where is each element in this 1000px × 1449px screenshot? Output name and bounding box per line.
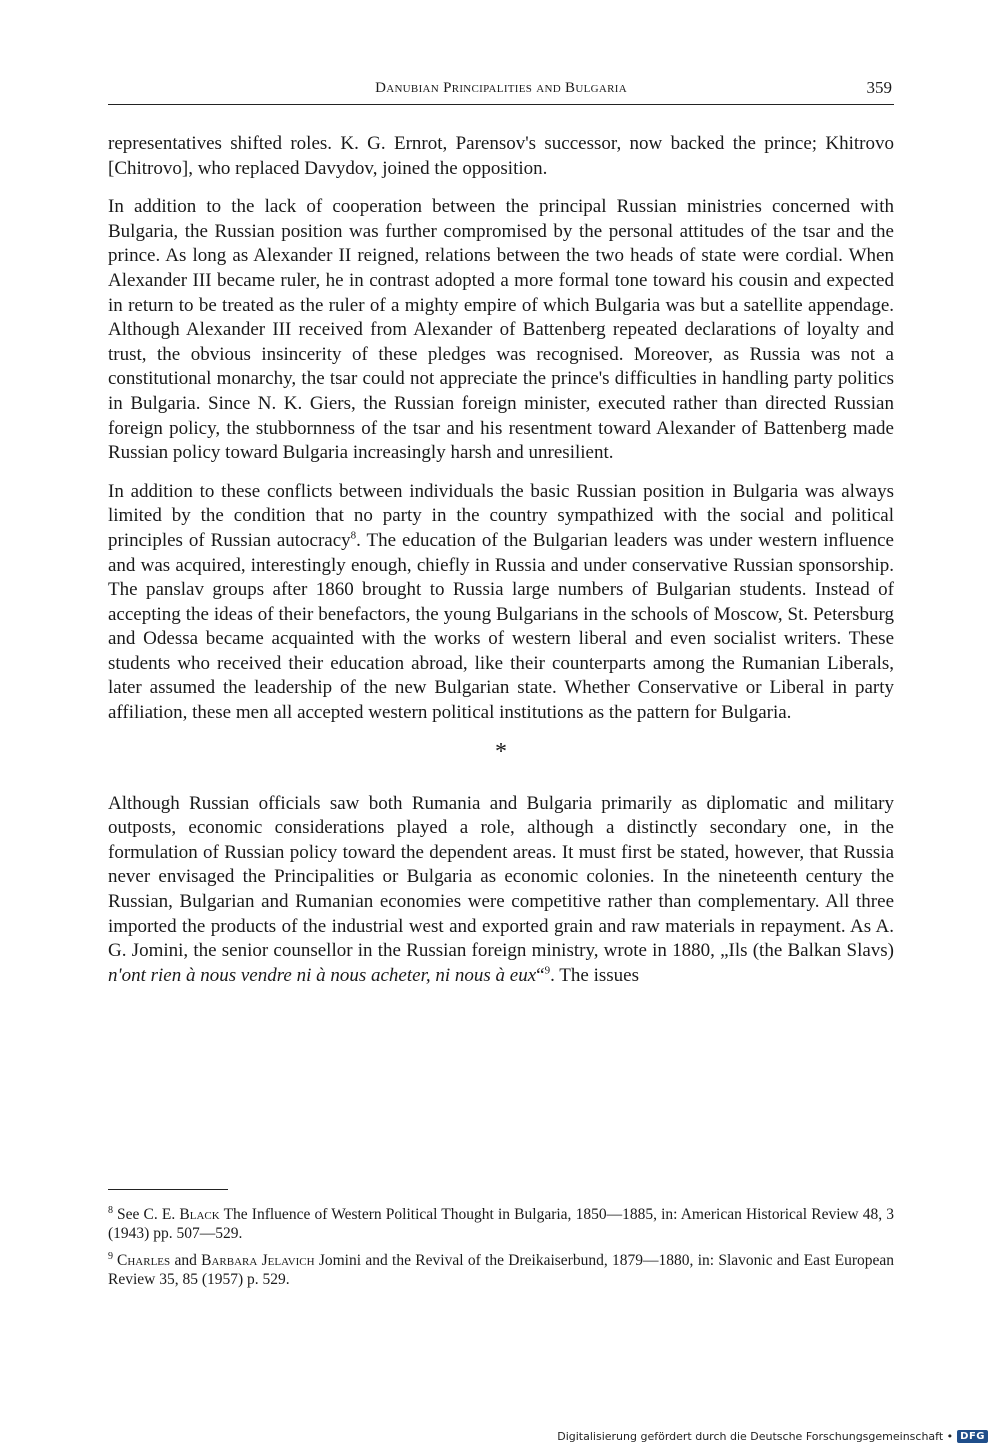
- footnote-conjunction: and: [174, 1252, 197, 1270]
- footnote-prefix: See C. E.: [117, 1206, 176, 1224]
- footnote-author: Charles: [117, 1252, 171, 1270]
- footnote-text: The Influence of Western Political Thought in Bulgaria, 1850—1885, in: American Historical Review 48, 3 (1943) pp. 507—529.: [108, 1206, 895, 1243]
- footnote-text: Jomini and the Revival of the Dreikaiserbund, 1879—1880, in: Slavonic and East European Review 35, 85 (1957) p. 529.: [108, 1252, 895, 1289]
- note-ref-8: 8: [350, 529, 357, 542]
- credit-text: Digitalisierung gefördert durch die Deutsche Forschungsgemeinschaft •: [557, 1430, 954, 1443]
- footnote-author: Black: [179, 1206, 220, 1224]
- paragraph-4-aside: (the Balkan Slavs): [752, 940, 895, 962]
- paragraph-3: In addition to these conflicts between individuals the basic Russian position in Bulgaria was always limited by the condition that no party in the country sympathized with the social and political principles of Russian autocracy$^8$. The education of the Bulgarian leaders was under western influence and was acquired, interestingly enough, chiefly in Russia and under conservative Russian sponsorship. The panslav groups after 1860 brought to Russia large numbers of Bulgarian students. Instead of accepting the ideas of their benefactors, the young Bulgarians in the schools of Moscow, St. Petersburg and Odessa became acquainted with the works of western liberal and even socialist writers. These students who received their education abroad, like their counterparts among the Rumanian Liberals, later assumed the leadership of the new Bulgarian state. Whether Conservative or Liberal in party affiliation, these men all accepted western political institutions as the pattern for Bulgaria.: [108, 480, 894, 724]
- body-text: [108, 132, 894, 1002]
- paragraph-3-part-b: The education of the Bulgarian leaders was under western influence and was acquired, interestingly enough, chiefly in Russia and under conservative Russian sponsorship. The panslav groups after 1860 brought to Russia large numbers of Bulgarian students. Instead of accepting the ideas of their benefactors, the young Bulgarians in the schools of Moscow, St. Petersburg and Odessa became acquainted with the works of western liberal and even socialist writers. These students who received their education abroad, like their counterparts among the Rumanian Liberals, later assumed the leadership of the new Bulgarian state. Whether Conservative or Liberal in party affiliation, these men all accepted western political institutions as the pattern for Bulgaria.: [108, 529, 894, 724]
- footnote-8: [108, 1201, 894, 1243]
- footnote-mark: 8: [108, 1205, 113, 1216]
- footnote-rule: [108, 1189, 228, 1190]
- paragraph-2: In addition to the lack of cooperation between the principal Russian ministries concerned with Bulgaria, the Russian position was further compromised by the personal attitudes of the tsar and the prince. As long as Alexander II reigned, relations between the two heads of state were cordial. When Alexander III became ruler, he in contrast adopted a more formal tone toward his cousin and expected in return to be treated as the ruler of a mighty empire of which Bulgaria was but a satellite appendage. Although Alexander III received from Alexander of Battenberg repeated declarations of loyalty and trust, the obvious insincerity of these pledges was recognised. Moreover, as Russia was not a constitutional monarchy, the tsar could not appreciate the prince's difficulties in handling party politics in Bulgaria. Since N. K. Giers, the Russian foreign minister, executed rather than directed Russian foreign policy, the stubbornness of the tsar and his resentment toward Alexander of Battenberg made Russian policy toward Bulgaria increasingly harsh and unresilient.: [108, 196, 894, 464]
- section-separator: *: [495, 738, 507, 765]
- running-title: Danubian Principalities and Bulgaria: [375, 80, 627, 96]
- footnotes: [108, 1201, 894, 1293]
- french-quote: n'ont rien à nous vendre ni à nous acheter, ni nous à eux: [108, 964, 537, 986]
- paragraph-1: representatives shifted roles. K. G. Ernrot, Parensov's successor, now backed the prince; Khitrovo [Chitrovo], who replaced Davydov, joined the opposition.: [108, 133, 894, 179]
- page-number: 359: [866, 78, 892, 97]
- footnote-author: Barbara Jelavich: [201, 1252, 315, 1270]
- note-ref-9: 9: [544, 964, 551, 977]
- paragraph-4-part-b: The issues: [559, 964, 639, 986]
- dfg-logo-icon: DFG: [957, 1430, 988, 1443]
- paragraph-4: Although Russian officials saw both Rumania and Bulgaria primarily as diplomatic and military outposts, economic considerations played a role, although a distinctly secondary one, in the formulation of Russian policy toward the dependent areas. It must first be stated, however, that Russia never envisaged the Principalities or Bulgaria as economic colonies. In the nineteenth century the Russian, Bulgarian and Rumanian economies were competitive rather than complementary. All three imported the products of the industrial west and exported grain and raw materials in repayment. As A. G. Jomini, the senior counsellor in the Russian foreign ministry, wrote in 1880, „Ils (the Balkan Slavs) n'ont rien à nous vendre ni à nous acheter, ni nous à eux“$^9$. The issues: [108, 792, 895, 986]
- footnote-9: [108, 1247, 894, 1289]
- footnote-mark: 9: [108, 1251, 113, 1263]
- paragraph-4-part-a: Although Russian officials saw both Rumania and Bulgaria primarily as diplomatic and military outposts, economic considerations played a role, although a distinctly secondary one, in the formulation of Russian policy toward the dependent areas. It must first be stated, however, that Russia never envisaged the Principalities or Bulgaria as economic colonies. In the nineteenth century the Russian, Bulgarian and Rumanian economies were competitive rather than complementary. All three imported the products of the industrial west and exported grain and raw materials in repayment. As A. G. Jomini, the senior counsellor in the Russian foreign ministry, wrote in 1880, „Ils: [108, 792, 894, 962]
- running-head: [108, 78, 894, 105]
- digitization-credit: [557, 1430, 988, 1443]
- paragraph-3-part-a: In addition to these conflicts between individuals the basic Russian position in Bulgaria was always limited by the condition that no party in the country sympathized with the social and political principles of Russian autocracy: [108, 480, 894, 551]
